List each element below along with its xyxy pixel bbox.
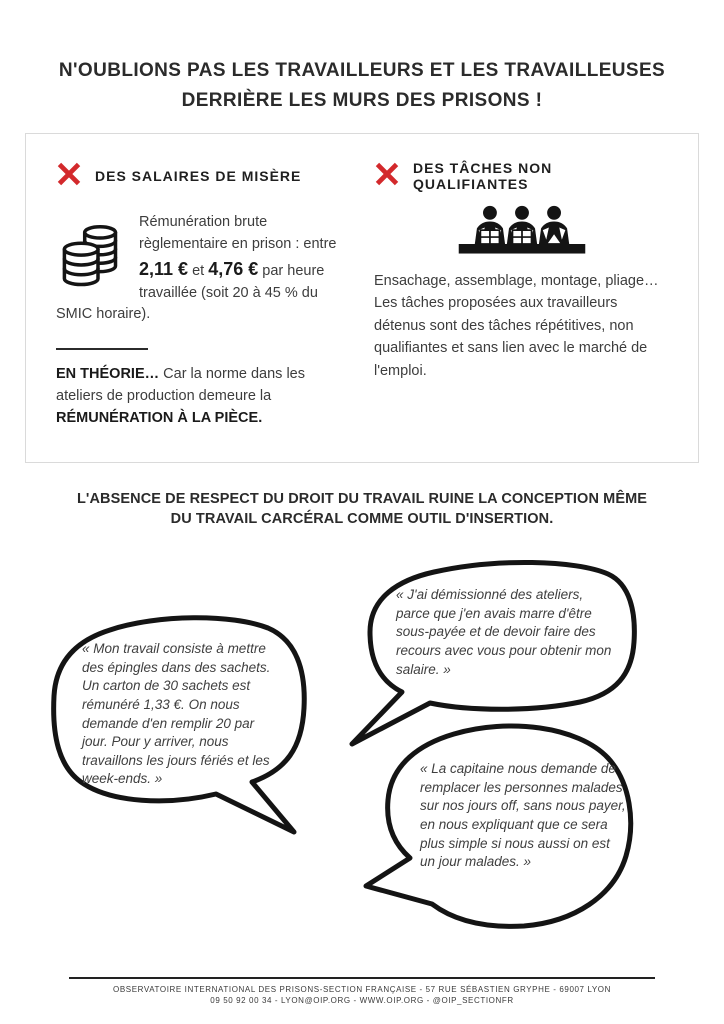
cross-icon [374,161,400,192]
salaries-column [56,162,344,442]
salaries-paragraph [56,212,344,326]
tasks-heading: DES TÂCHES NON QUALIFIANTES [413,160,553,192]
page-title-line1: N'OUBLIONS PAS LES TRAVAILLEURS ET LES TRAVAILLEUSES [58,60,666,81]
wage-min: 2,11 € [139,258,189,279]
wage-text-intro: Rémunération brute règlementaire en prison : entre [139,214,337,252]
divider-rule [56,348,148,350]
statement-line1: L'ABSENCE DE RESPECT DU DROIT DU TRAVAIL RUINE LA CONCEPTION MÊME [76,491,648,507]
speech-bubble-1 [46,608,316,838]
quote-text-2: « J'ai démissionné des ateliers, parce que j'en avais marre d'être sous-payée et de devoir faire des recours avec vous pour obtenir mon salaire. » [396,587,612,677]
statement-line2: DU TRAVAIL CARCÉRAL COMME OUTIL D'INSERTION. [170,511,554,527]
coins-icon [56,214,126,290]
theory-text: Car la norme dans les ateliers de production demeure la [56,366,305,404]
salaries-heading: DES SALAIRES DE MISÈRE [95,168,302,184]
cross-icon [56,161,82,192]
footer-rule [69,977,655,979]
tasks-column [374,162,670,442]
quote-text-3: « La capitaine nous demande de remplacer les personnes malades sur nos jours off, sans nous payer, en nous expliquant que ce sera plus simple si nous aussi on est un jour malades. » [420,761,626,870]
wage-text-rest: par heure travaillée (soit 20 à 45 % du SMIC horaire). [56,262,325,323]
wage-text-and: et [188,262,209,279]
wage-max: 4,76 € [208,258,259,279]
quote-text-1: « Mon travail consiste à mettre des épingles dans des sachets. Un carton de 30 sachets est rémunéré 1,33 €. On nous demande d'en remplir 20 par jour. Pour y arriver, nous travaillons les jours fériés et les week-ends. » [82,641,271,787]
info-panel [25,133,699,463]
workers-icon [457,204,587,258]
theory-paragraph [56,364,344,429]
tasks-paragraph: Ensachage, assemblage, montage, pliage… Les tâches proposées aux travailleurs détenus sont des tâches répétitives, non qualifiantes et sans lien avec le marché de l'emploi. [374,273,659,379]
salaries-header [56,162,344,190]
page-title-line2: DERRIÈRE LES MURS DES PRISONS ! [181,90,543,111]
theory-lead: EN THÉORIE… [56,366,160,382]
footer [0,977,724,1006]
footer-line1: OBSERVATOIRE INTERNATIONAL DES PRISONS-SECTION FRANÇAISE - 57 RUE SÉBASTIEN GRYPHE - 69007 LYON [113,985,611,994]
footer-line2: 09 50 92 00 34 - LYON@OIP.ORG - WWW.OIP.ORG - @OIP_SECTIONFR [210,996,514,1005]
page-title [0,56,724,116]
speech-bubble-3 [358,716,642,934]
theory-emphasis: RÉMUNÉRATION À LA PIÈCE. [56,409,263,426]
tasks-header [374,162,670,190]
statement [0,489,724,529]
